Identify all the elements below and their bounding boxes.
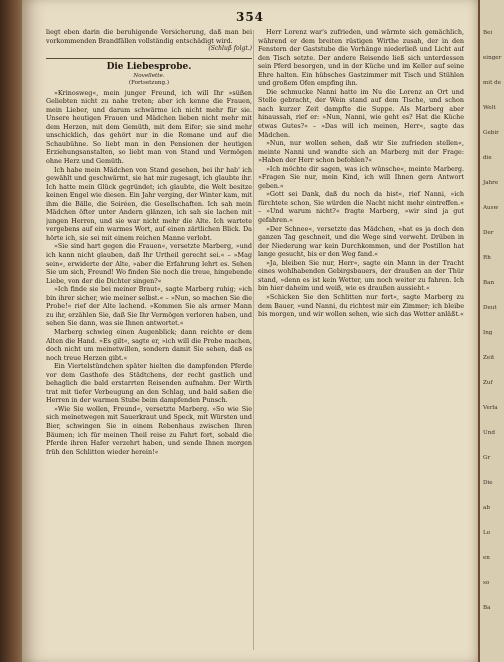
- intro-text: liegt eben darin die beruhigende Versicherung, daß man bei vorkommenden Brandfällen vollständig entschädigt wird.: [46, 28, 252, 45]
- adjacent-page-fragment: Welt: [483, 105, 496, 111]
- right-paragraph: Die schmucke Nanni hatte im Nu die Lorenz an Ort und Stelle gebracht, der Wein stand auf dem Tische, und schon nach kurzer Zeit dampfte die Suppe. Als Marberg aber hinaussah, rief er: »Nun, Nanni, wie geht es? Hat die Küche etwas Gutes?« – »Das will ich meinen, Herr«, sagte das Mädchen.: [258, 87, 464, 139]
- adjacent-page-fragment: Und: [483, 430, 495, 436]
- intro-note: (Schluß folgt.): [208, 45, 252, 53]
- left-column: [46, 28, 252, 654]
- book-gutter: [0, 0, 22, 662]
- left-paragraph: »Ich finde sie bei meiner Braut«, sagte Marberg ruhig; »ich bin ihrer sicher, wie meiner selbst.« – »Nun, so machen Sie die Probe!« rief der Alte lachend. »Kommen Sie als armer Mann zu ihr, erzählen Sie, daß Sie Ihr Vermögen verloren haben, und sehen Sie dann, was sie Ihnen antwortet.«: [46, 285, 252, 328]
- adjacent-page-fragment: Rh: [483, 255, 491, 261]
- adjacent-page-fragment: Jahre: [483, 180, 499, 186]
- left-paragraph: Ich habe mein Mädchen von Stand gesehen, bei ihr hab' ich gewählt und geschwärmt, sie hat mir zugesagt, ich glaubte ihr. Ich hatte mein Glück gegründet; ich glaubte, die Welt besitze keinen Engel wie diesen. Ein Jahr verging, der Winter kam, mit ihm die Bälle, die Soiréen, die Gesellschaften. Ich sah mein Mädchen öfter unter Andern glänzen, ich sah sie lachen mit jungen Herren, und sie war nicht mehr die Alte. Ich wartete vergebens auf ein warmes Wort, auf einen zärtlichen Blick. Da hörte ich, sie sei mit einem reichen Manne verlobt.: [46, 165, 252, 242]
- adjacent-page-fragment: Gebir: [483, 130, 499, 136]
- adjacent-page-fragment: einger: [483, 55, 502, 61]
- adjacent-page-fragment: Verla: [483, 405, 498, 411]
- page-number: 354: [235, 10, 265, 24]
- adjacent-page-fragment: Ban: [483, 280, 495, 286]
- adjacent-page-fragment: Ba: [483, 605, 491, 611]
- story-part: (Fortsetzung.): [128, 79, 170, 86]
- adjacent-page-fragment: mit de: [483, 80, 502, 86]
- adjacent-page-fragment: en: [483, 555, 490, 561]
- right-paragraph: Herr Lorenz war's zufrieden, und wärmte sich gemächlich, während er dem breiten rüstigen Wirthe zusah, der in den Fenstern der Gaststube die Vorhänge niederließ und Licht auf den Tisch setzte. Der andere Reisende ließ sich unterdessen sein Pferd besorgen, und in der Küche und im Keller auf seine Ehre halten. Ein hübsches Gastzimmer mit Tisch und Stühlen und großem Ofen empfing ihn.: [258, 28, 464, 88]
- right-paragraph: »Gott sei Dank, daß du noch da bist«, rief Nanni, »ich fürchtete schon, Sie würden die Nacht nicht mehr eintreffen.« – »Und warum nicht?« fragte Marberg, »wir sind ja gut gefahren.«: [258, 190, 464, 225]
- right-paragraph: »Ja, bleiben Sie nur, Herr«, sagte ein Mann in der Tracht eines wohlhabenden Gebirgsbauers, der draußen an der Thür stand, »denn es ist kein Wetter, um noch weiter zu fahren. Ich bin hier daheim und weiß, wie es draußen aussieht.«: [258, 258, 464, 293]
- right-column: [258, 28, 464, 654]
- adjacent-page-edge: [478, 0, 504, 662]
- story-genre: Novellette.: [133, 72, 165, 79]
- adjacent-page-fragment: Der: [483, 230, 494, 236]
- story-title: Die Liebesprobe.: [106, 61, 192, 72]
- adjacent-page-fragment: Zuf: [483, 380, 493, 386]
- adjacent-page-fragment: die: [483, 155, 492, 161]
- section-rule: [46, 58, 252, 59]
- left-paragraph: »Wie Sie wollen, Freund«, versetzte Marberg. »So wie Sie sich meinetwegen mit Sauerkraut und Speck, mit Würsten und Bier, schwingen Sie in einem Rebenhaus zwischen Ihren Bäumen; ich für meinen Theil reise zu Fahrt fort, sobald die Pferde ihren Hafer verzehrt haben, und sende Ihnen morgen früh den Schlitten wieder herein!«: [46, 404, 252, 456]
- left-paragraph: Ein Viertelstündchen später hielten die dampfenden Pferde vor dem Gasthofe des Städtchens, der recht gastlich und behaglich die bald erstarrten Reisenden aufnahm. Der Wirth trat mit tiefer Verbeugung an den Schlag, und bald saßen die Herren in der warmen Stube beim dampfenden Punsch.: [46, 362, 252, 405]
- adjacent-page-fragment: so: [483, 580, 490, 586]
- left-paragraph: »Sie sind hart gegen die Frauen«, versetzte Marberg, »und ich kann nicht glauben, daß Ihr Urtheil gerecht sei.« – »Mag sein«, erwiderte der Alte, »aber die Erfahrung lehrt es. Sehen Sie um sich, Freund! Wo finden Sie noch die treue, hingebende Liebe, von der die Dichter singen?«: [46, 242, 252, 285]
- adjacent-page-fragment: Ing: [483, 330, 493, 336]
- column-divider: [253, 30, 254, 650]
- left-paragraph: Marberg schwieg einen Augenblick; dann reichte er dem Alten die Hand. »Es gilt«, sagte er, »ich will die Probe machen, doch nicht um meinetwillen, sondern damit Sie sehen, daß es noch treue Herzen gibt.«: [46, 327, 252, 362]
- adjacent-page-fragment: Ausw: [483, 205, 499, 211]
- adjacent-page-fragment: Lo: [483, 530, 491, 536]
- left-paragraph: »Krinosweg«, mein junger Freund, ich will Ihr »süßen Geliebten nicht zu nahe treten; aber ich kenne die Frauen, mein Lieber, und darum schwärme ich nicht mehr für sie. Unsere heutigen Frauen und Mädchen lieben nicht mehr mit dem Herzen, mit dem Gemüth, mit dem Eifer; sie sind mehr unschicklich, das gehört nur in die Romane und auf die Schaubühne. So liebt man in den Pensionen der heutigen Erziehungsanstalten, so liebt man von Stand und Vermögen ohne Herz und Gemüth.: [46, 88, 252, 166]
- adjacent-page-fragment: Gr: [483, 455, 491, 461]
- right-paragraph: »Ich möchte dir sagen, was ich wünsche«, meinte Marberg. »Fragen Sie nur, mein Kind, ich will Ihnen gern Antwort geben.«: [258, 164, 464, 190]
- adjacent-page-fragment: Bei: [483, 30, 493, 36]
- right-paragraph: »Nun, nur wollen sehen, daß wir Sie zufrieden stellen«, meinte Nanni und wandte sich an Marberg mit der Frage: »Haben der Herr schon befohlen?«: [258, 139, 464, 165]
- adjacent-page-fragment: Deut: [483, 305, 497, 311]
- adjacent-page-fragment: ab: [483, 505, 490, 511]
- adjacent-page-fragment: Die: [483, 480, 493, 486]
- right-paragraph: »Schicken Sie den Schlitten nur fort«, sagte Marberg zu dem Bauer, »und Nanni, du richtest mir ein Zimmer; ich bleibe bis morgen, und wir wollen sehen, wie sich das Wetter anläßt.«: [258, 292, 464, 319]
- adjacent-page-fragment: Zeit: [483, 355, 495, 361]
- book-page: [22, 0, 478, 662]
- right-paragraph: »Der Schnee«, versetzte das Mädchen, »hat es ja doch den ganzen Tag geschneit, und die Wege sind verweht. Drüben in der Niederung war kein Durchkommen, und der Postillon hat lange gesucht, bis er den Weg fand.«: [258, 224, 464, 259]
